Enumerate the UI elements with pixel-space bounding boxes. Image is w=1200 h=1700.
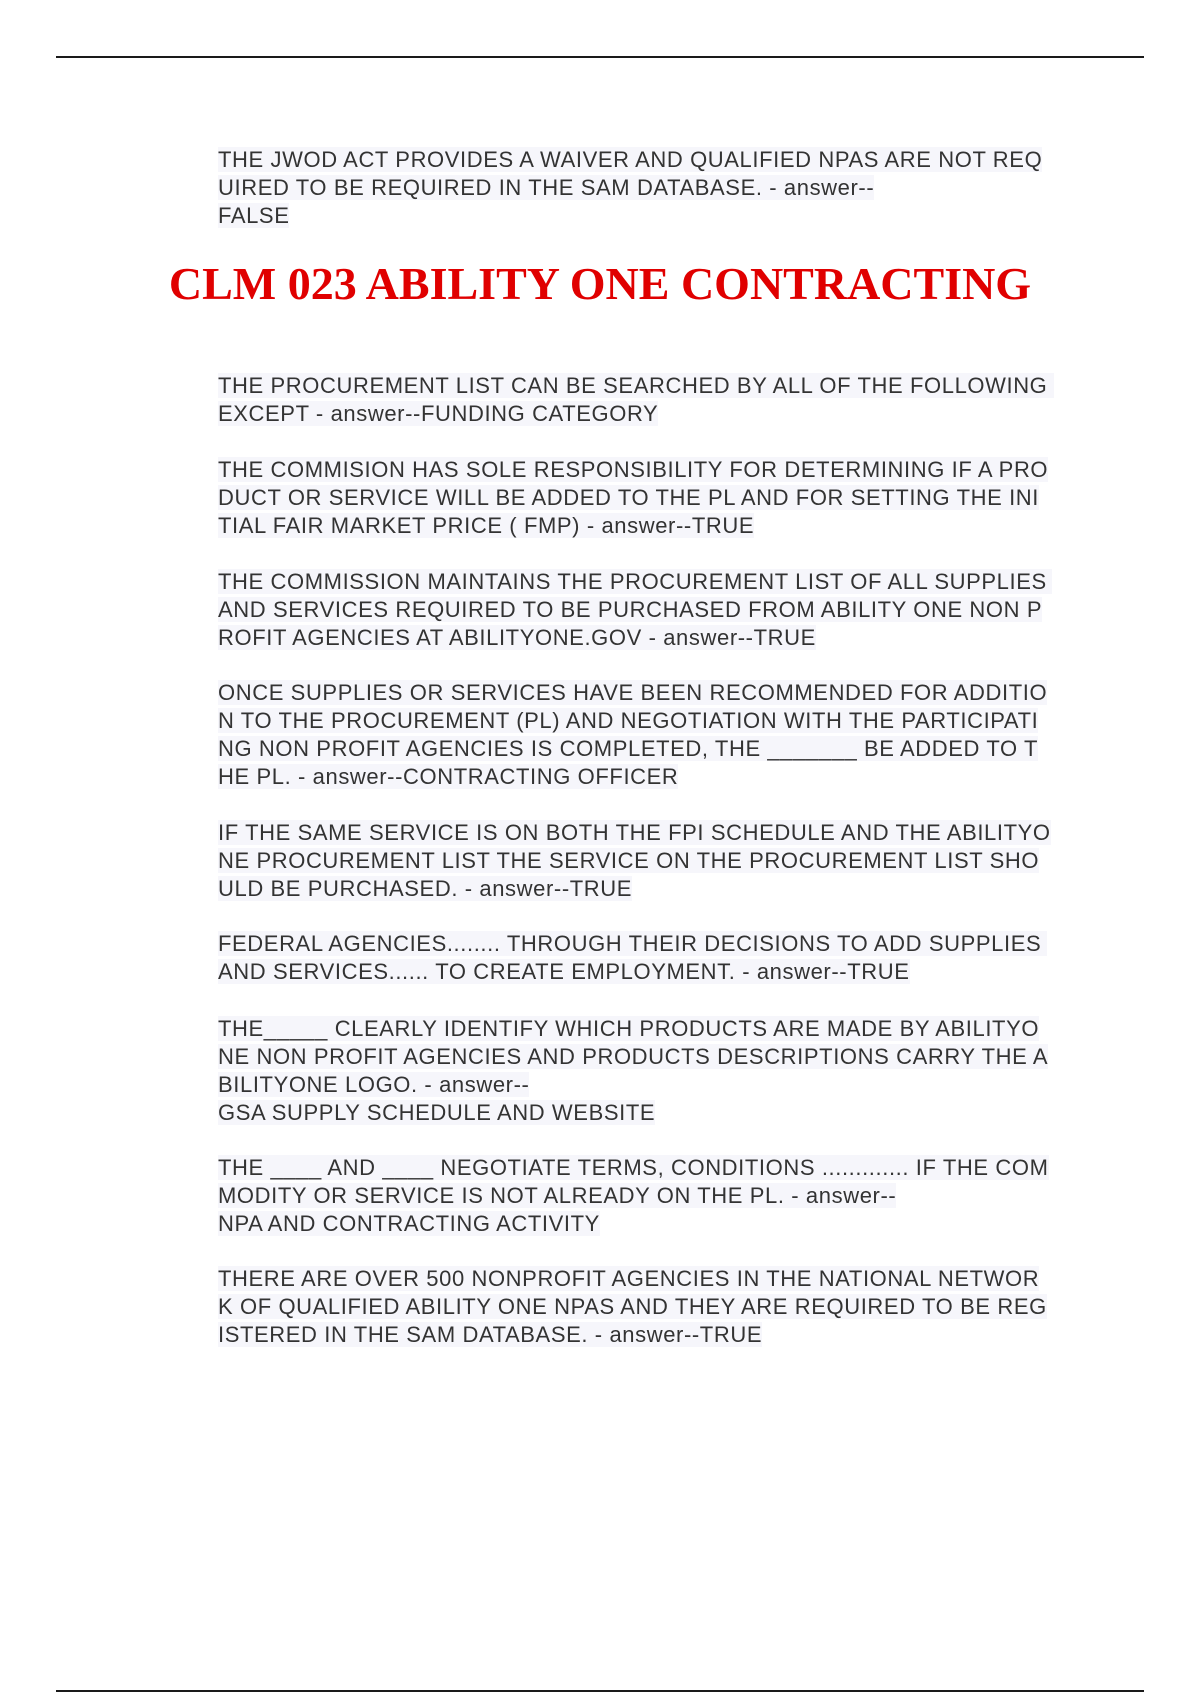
header-rule xyxy=(56,56,1144,58)
qa-item-1: THE PROCUREMENT LIST CAN BE SEARCHED BY ALL OF THE FOLLOWING EXCEPT - answer--FUNDING CATEGORY xyxy=(218,373,1055,426)
document-title: CLM 023 ABILITY ONE CONTRACTING xyxy=(168,258,1032,309)
qa-item-8: THE ____ AND ____ NEGOTIATE TERMS, CONDITIONS ............. IF THE COMMODITY OR SERVICE IS NOT ALREADY ON THE PL. - answer-- NPA AND CONTRACTING ACTIVITY xyxy=(218,1155,1049,1236)
qa-item-7: THE_____ CLEARLY IDENTIFY WHICH PRODUCTS ARE MADE BY ABILITYONE NON PROFIT AGENCIES AND PRODUCTS DESCRIPTIONS CARRY THE ABILITYONE LOGO. - answer-- GSA SUPPLY SCHEDULE AND WEBSITE xyxy=(218,1016,1049,1125)
intro-question: THE JWOD ACT PROVIDES A WAIVER AND QUALIFIED NPAS ARE NOT REQUIRED TO BE REQUIRED IN THE SAM DATABASE. - answer-- FALSE xyxy=(218,147,1043,228)
qa-item-4: ONCE SUPPLIES OR SERVICES HAVE BEEN RECOMMENDED FOR ADDITION TO THE PROCUREMENT (PL) AND NEGOTIATION WITH THE PARTICIPATING NON PROFIT AGENCIES IS COMPLETED, THE _______ BE ADDED TO THE PL. - answer--CONTRACTING OFFICER xyxy=(218,680,1048,789)
footer-rule xyxy=(56,1690,1144,1692)
qa-item-5: IF THE SAME SERVICE IS ON BOTH THE FPI SCHEDULE AND THE ABILITYONE PROCUREMENT LIST THE SERVICE ON THE PROCUREMENT LIST SHOULD BE PURCHASED. - answer--TRUE xyxy=(218,820,1051,901)
qa-item-2: THE COMMISION HAS SOLE RESPONSIBILITY FOR DETERMINING IF A PRODUCT OR SERVICE WILL BE ADDED TO THE PL AND FOR SETTING THE INITIAL FAIR MARKET PRICE ( FMP) - answer--TRUE xyxy=(218,457,1049,538)
qa-item-9: THERE ARE OVER 500 NONPROFIT AGENCIES IN THE NATIONAL NETWORK OF QUALIFIED ABILITY ONE NPAS AND THEY ARE REQUIRED TO BE REGISTERED IN THE SAM DATABASE. - answer--TRUE xyxy=(218,1266,1047,1347)
qa-item-3: THE COMMISSION MAINTAINS THE PROCUREMENT LIST OF ALL SUPPLIES AND SERVICES REQUIRED TO BE PURCHASED FROM ABILITY ONE NON PROFIT AGENCIES AT ABILITYONE.GOV - answer--TRUE xyxy=(218,569,1053,650)
qa-item-6: FEDERAL AGENCIES........ THROUGH THEIR DECISIONS TO ADD SUPPLIES AND SERVICES...... TO CREATE EMPLOYMENT. - answer--TRUE xyxy=(218,931,1047,984)
